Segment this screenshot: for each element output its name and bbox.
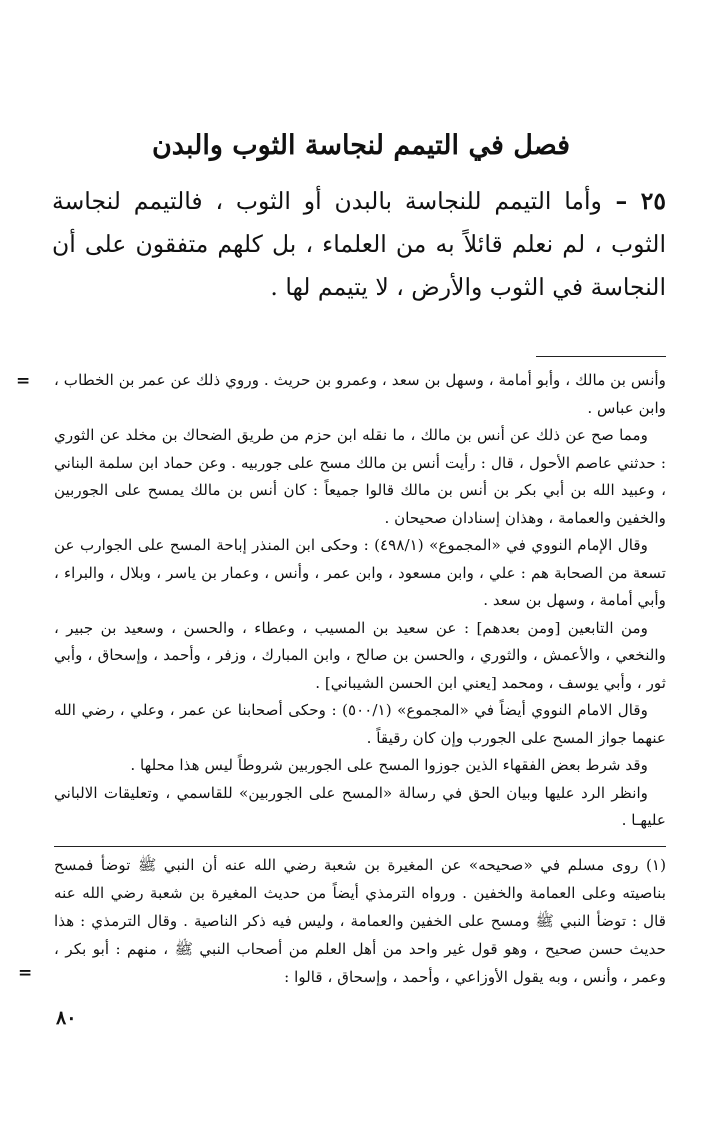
footnote-paragraph: وقال الإمام النووي في «المجموع» (٤٩٨/١) : وحكى ابن المنذر إباحة المسح على الجوارب عن تسعة من الصحابة هم : علي ، وابن مسعود ، وابن عمر ، وأنس ، وعمار بن ياسر ، وبلال ، والبراء ، وأبي أمامة ، وسهل بن سعد .	[54, 536, 666, 609]
page-number: ٨٠	[56, 1007, 77, 1029]
section-title: فصل في التيمم لنجاسة الثوب والبدن	[151, 130, 571, 161]
footnote-paragraph: وانظر الرد عليها وبيان الحق في رسالة «المسح على الجوربين» للقاسمي ، وتعليقات الالباني عليهـا .	[54, 783, 666, 829]
footnote-continuation-mark: =	[16, 371, 31, 391]
footnote-paragraph: ومما صح عن ذلك عن أنس بن مالك ، ما نقله ابن حزم من طريق الضحاك بن مخلد عن الثوري : حدثني عاصم الأحول ، قال : رأيت أنس بن مالك مسح على جوربيه . وعن حماد ابن سلمة البناني ، وعبيد الله بن أبي بكر بن أنس بن مالك قالوا جميعاً : كان أنس بن مالك يمسح على الجوربين والخفين والعمامة ، وهذان إسنادان صحيحان .	[54, 426, 666, 527]
paragraph-text: وأما التيمم للنجاسة بالبدن أو الثوب ، فالتيمم لنجاسة الثوب ، لم نعلم قائلاً به من العلماء ، بل كلهم متفقون على أن النجاسة في الثوب والأرض ، لا يتيمم لها .	[52, 187, 666, 301]
footnote-separator	[536, 356, 666, 357]
footnote-paragraph: وقال الامام النووي أيضاً في «المجموع» (٥٠٠/١) : وحكى أصحابنا عن عمر ، وعلي ، رضي الله عنهما جواز المسح على الجورب وإن كان رقيقاً .	[54, 701, 666, 747]
footnote-divider	[54, 846, 666, 847]
footnote-continuation	[54, 367, 666, 835]
main-paragraph	[52, 180, 666, 309]
footnote-paragraph: وقد شرط بعض الفقهاء الذين جوزوا المسح على الجوربين شروطاً ليس هذا محلها .	[130, 756, 648, 774]
footnote-1: (١) روى مسلم في «صحيحه» عن المغيرة بن شعبة رضي الله عنه أن النبي ﷺ توضأ فمسح بناصيته وعلى العمامة والخفين . ورواه الترمذي أيضاً من حديث المغيرة بن شعبة رضي الله عنه قال : توضأ النبي ﷺ ومسح على الخفين والعمامة ، وليس فيه ذكر الناصية . وقال الترمذي : هذا حديث حسن صحيح ، وهو قول غير واحد من أهل العلم من أصحاب النبي ﷺ ، منهم : أبو بكر ، وعمر ، وأنس ، وبه يقول الأوزاعي ، وأحمد ، وإسحاق ، قالوا :	[54, 856, 666, 986]
footnote-1-continuation-mark: =	[18, 963, 33, 983]
footnote-paragraph: وأنس بن مالك ، وأبو أمامة ، وسهل بن سعد ، وعمرو بن حريث . وروي ذلك عن عمر بن الخطاب ، وابن عباس .	[54, 371, 666, 417]
footnote-paragraph: ومن التابعين [ومن بعدهم] : عن سعيد بن المسيب ، وعطاء ، والحسن ، وسعيد بن جبير ، والنخعي ، والأعمش ، والثوري ، والحسن بن صالح ، وابن المبارك ، وزفر ، وأحمد ، وإسحاق ، وأبي ثور ، وأبي يوسف ، ومحمد [يعني ابن الحسن الشيباني] .	[54, 618, 666, 692]
paragraph-number: ٢٥ –	[601, 187, 666, 215]
